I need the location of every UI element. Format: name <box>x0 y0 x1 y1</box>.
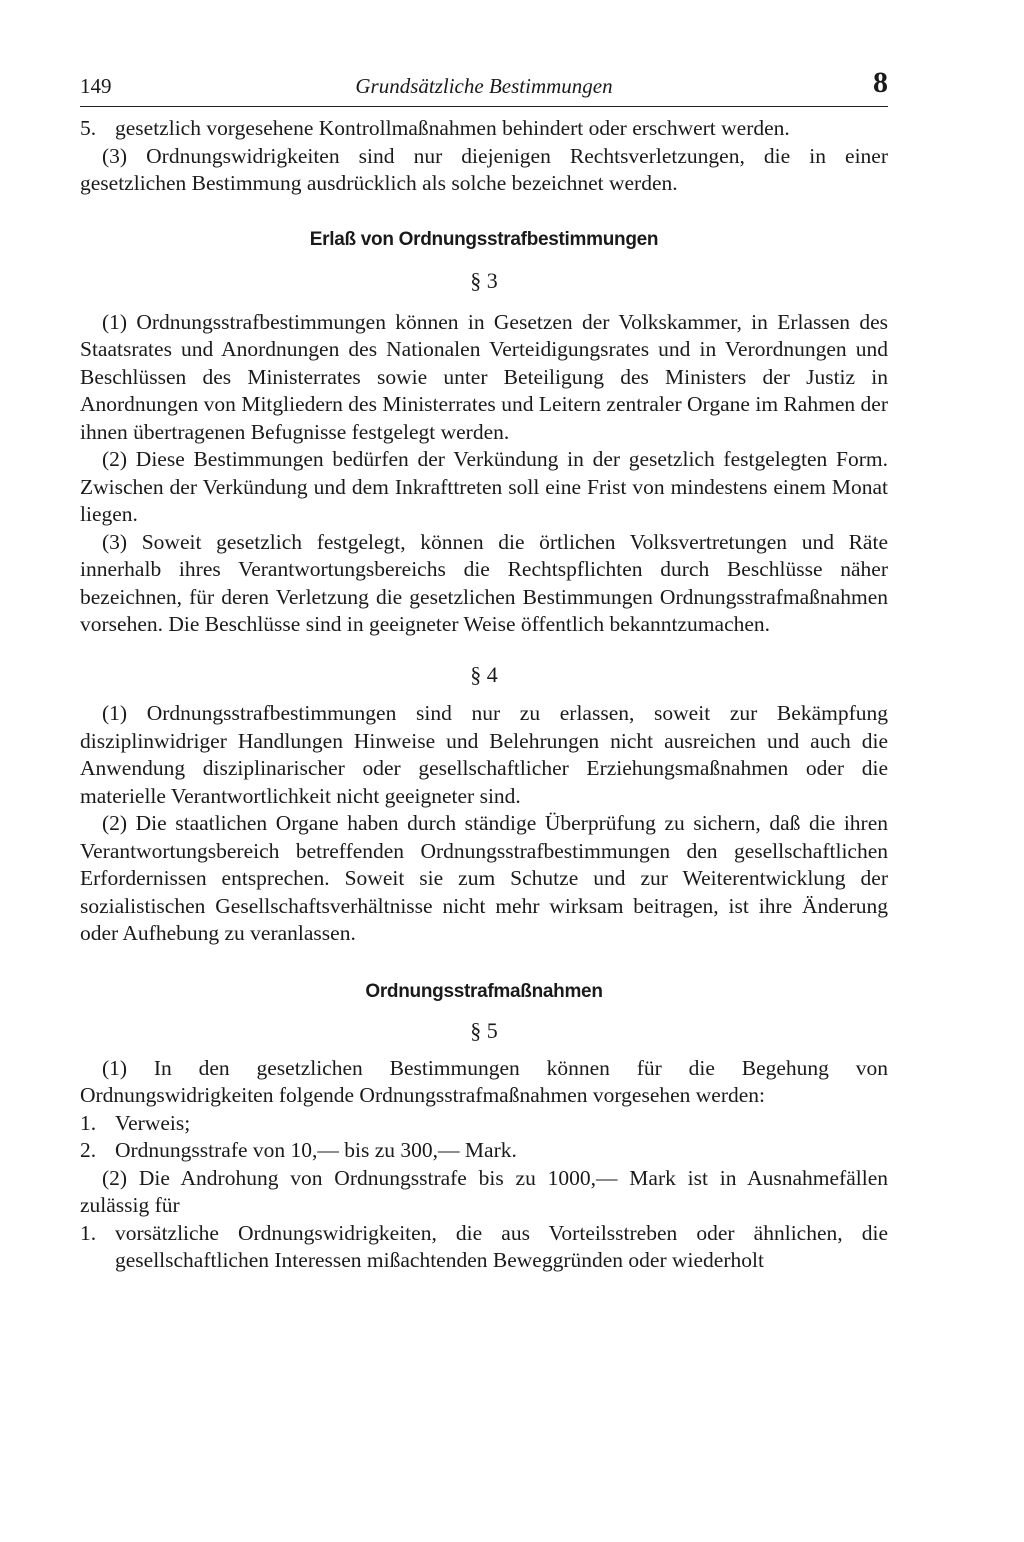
paragraph: (2) Diese Bestimmungen bedürfen der Verkündung in der gesetzlich festgelegten Form. Zwischen der Verkündung und dem Inkrafttreten soll eine Frist von mindestens einem Monat liegen. <box>80 447 888 526</box>
list-item-text: Verweis; <box>115 1110 191 1135</box>
page-header <box>80 66 888 107</box>
list-item-text: vorsätzliche Ordnungswidrigkeiten, die aus Vorteilsstreben oder ähnlichen, die gesellschaftlichen Interessen mißachtenden Beweggründen oder wiederholt <box>115 1220 888 1272</box>
paragraph-sign: § 5 <box>470 1018 498 1043</box>
list-item <box>80 1137 888 1165</box>
paragraph-sign: § 4 <box>470 661 498 687</box>
paragraph: (1) Ordnungsstrafbestimmungen können in Gesetzen der Volkskammer, in Erlassen des Staatsrates und Anordnungen des Nationalen Verteidigungsrates und in Verordnungen und Beschlüssen des Ministerrates sowie unter Beteiligung des Ministers der Justiz in Anordnungen von Mitgliedern des Ministerrates und Leitern zentraler Organe im Rahmen der ihnen übertragenen Befugnisse festgelegt werden. <box>80 309 888 444</box>
chapter-number: 8 <box>873 66 888 99</box>
list-item <box>80 115 888 143</box>
list-item-number: 1. <box>80 1220 97 1245</box>
list-item-number: 2. <box>80 1138 97 1162</box>
list-item <box>80 1220 888 1275</box>
document-page <box>80 66 888 1275</box>
page-body <box>80 115 888 1275</box>
paragraph: (3) Soweit gesetzlich festgelegt, können die örtlichen Volksvertretungen und Räte innerhalb ihres Verantwortungsbereichs die Rechtspflichten durch Beschlüsse näher bezeichnen, für deren Verletzung die gesetzlichen Bestimmungen Ordnungsstrafmaßnahmen vorsehen. Die Beschlüsse sind in geeigneter Weise öffentlich bekanntzumachen. <box>80 529 888 636</box>
list-item-text: gesetzlich vorgesehene Kontrollmaßnahmen behindert oder erschwert werden. <box>115 116 790 140</box>
list-item-text: Ordnungsstrafe von 10,— bis zu 300,— Mark. <box>115 1138 517 1162</box>
section-heading: Erlaß von Ordnungsstrafbestimmungen <box>309 228 659 250</box>
list-item <box>80 1110 888 1138</box>
running-title: Grundsätzliche Bestimmungen <box>355 74 613 98</box>
list-item-number: 5. <box>80 116 97 140</box>
page-number: 149 <box>80 74 112 98</box>
paragraph: (1) In den gesetzlichen Bestimmungen können für die Begehung von Ordnungswidrigkeiten folgende Ordnungsstrafmaßnahmen vorgesehen werden: <box>80 1055 888 1107</box>
list-item-number: 1. <box>80 1110 97 1135</box>
paragraph: (2) Die Androhung von Ordnungsstrafe bis zu 1000,— Mark ist in Ausnahmefällen zulässig für <box>80 1165 888 1217</box>
paragraph: (3) Ordnungswidrigkeiten sind nur diejenigen Rechtsverletzungen, die in einer gesetzlichen Bestimmung ausdrücklich als solche bezeichnet werden. <box>80 143 888 195</box>
paragraph-sign: § 3 <box>470 268 498 293</box>
paragraph: (1) Ordnungsstrafbestimmungen sind nur zu erlassen, soweit zur Bekämpfung disziplinwidriger Handlungen Hinweise und Belehrungen nicht ausreichen und auch die Anwendung disziplinarischer oder gesellschaftlicher Erziehungsmaßnahmen oder die materielle Verantwortlichkeit nicht geeigneter sind. <box>80 701 888 808</box>
section-heading: Ordnungsstrafmaßnahmen <box>365 980 603 1002</box>
paragraph: (2) Die staatlichen Organe haben durch ständige Überprüfung zu sichern, daß die ihren Verantwortungsbereich betreffenden Ordnungsstrafbestimmungen den gesellschaftlichen Erfordernissen entsprechen. Soweit sie zum Schutze und zur Weiterentwicklung der sozialistischen Gesellschaftsverhältnisse nicht mehr wirksam beitragen, ist ihre Änderung oder Aufhebung zu veranlassen. <box>80 811 888 945</box>
